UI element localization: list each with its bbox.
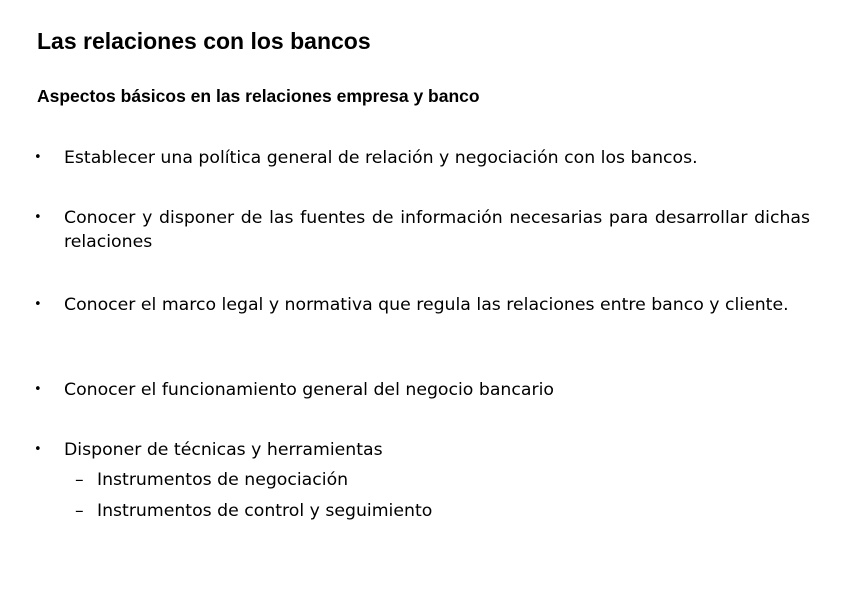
sub-bullet-marker: – xyxy=(75,470,84,490)
bullet-text: Establecer una política general de relación y negociación con los bancos. xyxy=(64,148,698,168)
bullet-marker: • xyxy=(34,210,42,225)
slide-subtitle: Aspectos básicos en las relaciones empresa y banco xyxy=(37,86,480,106)
slide-title: Las relaciones con los bancos xyxy=(37,28,371,54)
bullet-text: Conocer el funcionamiento general del negocio bancario xyxy=(64,380,554,400)
bullet-text: Conocer el marco legal y normativa que regula las relaciones entre banco y cliente. xyxy=(64,295,789,315)
sub-bullet-text: Instrumentos de negociación xyxy=(97,470,349,490)
sub-bullet-marker: – xyxy=(75,501,84,521)
sub-bullet-text: Instrumentos de control y seguimiento xyxy=(97,501,433,521)
bullet-marker: • xyxy=(34,150,42,165)
bullet-text: Conocer y disponer de las fuentes de información necesarias para desarrollar dichas relaciones xyxy=(64,208,810,252)
bullet-marker: • xyxy=(34,382,42,397)
bullet-marker: • xyxy=(34,442,42,457)
bullet-text: Disponer de técnicas y herramientas xyxy=(64,440,383,460)
bullet-marker: • xyxy=(34,297,42,312)
